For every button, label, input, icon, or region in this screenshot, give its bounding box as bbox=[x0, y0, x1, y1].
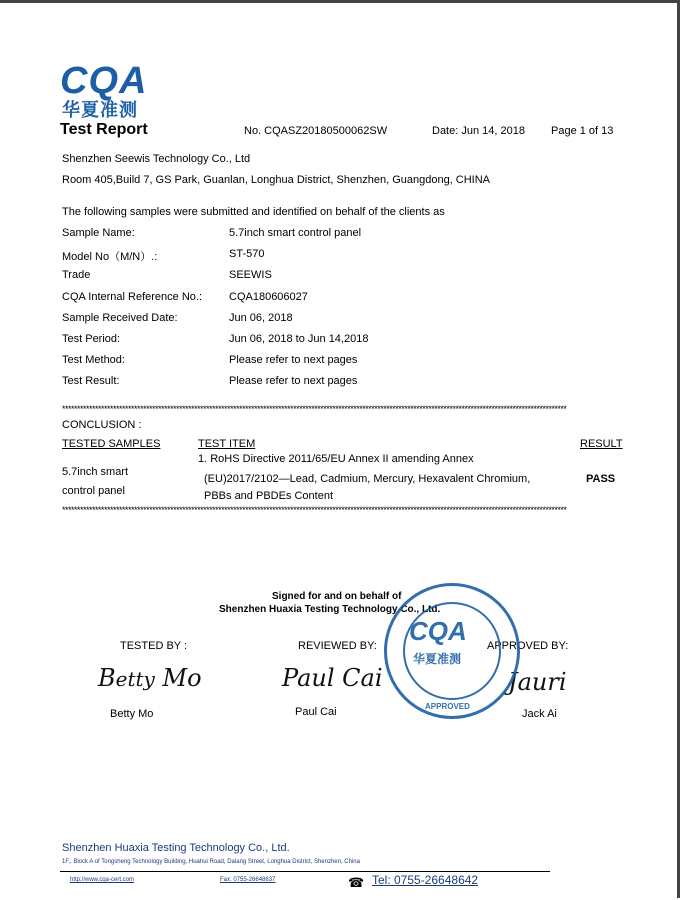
footer-company: Shenzhen Huaxia Testing Technology Co., Ltd. bbox=[62, 842, 290, 854]
field-label: Test Period: bbox=[62, 333, 121, 345]
footer-telephone: Tel: 0755-26648642 bbox=[372, 873, 479, 887]
intro-text: The following samples were submitted and identified on behalf of the clients as bbox=[62, 206, 445, 218]
reviewer-name: Paul Cai bbox=[295, 706, 337, 718]
test-item-line: (EU)2017/2102—Lead, Cadmium, Mercury, Hexavalent Chromium, bbox=[204, 473, 531, 485]
page-number: Page 1 of 13 bbox=[551, 125, 614, 137]
report-date: Date: Jun 14, 2018 bbox=[432, 125, 525, 137]
sample-name-line: control panel bbox=[62, 485, 125, 497]
field-value: Jun 06, 2018 to Jun 14,2018 bbox=[229, 333, 369, 345]
field-label: Test Result: bbox=[62, 375, 120, 387]
signed-on-behalf: Signed for and on behalf of bbox=[272, 591, 402, 602]
field-label: Trade bbox=[62, 269, 91, 281]
field-value: CQA180606027 bbox=[229, 291, 308, 303]
field-value: ST-570 bbox=[229, 248, 265, 260]
seal-approved: APPROVED bbox=[425, 702, 470, 711]
seal-chinese: 华夏准测 bbox=[413, 652, 462, 666]
separator-stars: ************************************************************************************************************************************************************************ bbox=[62, 404, 567, 414]
tested-by-label: TESTED BY : bbox=[120, 640, 188, 652]
approver-name: Jack Ai bbox=[522, 708, 557, 720]
reviewer-signature: Paul Cai bbox=[282, 664, 383, 692]
sample-name-line: 5.7inch smart bbox=[62, 466, 129, 478]
seal-logo: CQA bbox=[409, 616, 467, 646]
footer-rule bbox=[60, 871, 550, 872]
footer-fax: Fax: 0755-26648637 bbox=[220, 877, 276, 883]
field-value: Please refer to next pages bbox=[229, 354, 358, 366]
column-header-samples: TESTED SAMPLES bbox=[62, 438, 161, 450]
telephone-icon: ☎ bbox=[348, 875, 365, 890]
reviewed-by-label: REVIEWED BY: bbox=[298, 640, 377, 652]
report-number: No. CQASZ20180500062SW bbox=[244, 125, 388, 137]
tester-signature: Betty Mo bbox=[98, 664, 202, 692]
company-seal bbox=[384, 583, 520, 719]
page-title: Test Report bbox=[60, 121, 148, 138]
approved-by-label: APPROVED BY: bbox=[487, 640, 569, 652]
field-value: SEEWIS bbox=[229, 269, 272, 281]
client-address: Room 405,Build 7, GS Park, Guanlan, Longhua District, Shenzhen, Guangdong, CHINA bbox=[62, 174, 491, 186]
test-item-line: 1. RoHS Directive 2011/65/EU Annex II amending Annex bbox=[198, 453, 474, 465]
field-value: Please refer to next pages bbox=[229, 375, 358, 387]
conclusion-heading: CONCLUSION : bbox=[62, 419, 142, 431]
column-header-item: TEST ITEM bbox=[198, 438, 256, 450]
signing-company: Shenzhen Huaxia Testing Technology Co., Ltd. bbox=[219, 604, 441, 615]
footer-address: 1F., Block A of Tongsheng Technology Building, Huahui Road, Dalang Street, Longhua District, Shenzhen, China bbox=[62, 859, 360, 865]
footer-website[interactable]: http://www.cqa-cert.com bbox=[70, 877, 135, 883]
column-header-result: RESULT bbox=[580, 438, 623, 450]
field-value: Jun 06, 2018 bbox=[229, 312, 293, 324]
result-pass: PASS bbox=[586, 473, 616, 485]
field-label: Sample Name: bbox=[62, 227, 135, 239]
field-label: CQA Internal Reference No.: bbox=[62, 291, 203, 303]
cqa-logo-chinese: 华夏准测 bbox=[62, 100, 138, 120]
tester-name: Betty Mo bbox=[110, 708, 154, 720]
cqa-logo: CQA bbox=[60, 60, 148, 102]
field-value: 5.7inch smart control panel bbox=[229, 227, 362, 239]
field-label: Test Method: bbox=[62, 354, 125, 366]
client-name: Shenzhen Seewis Technology Co., Ltd bbox=[62, 153, 251, 165]
approver-signature: Jauri bbox=[508, 668, 567, 696]
test-item-line: PBBs and PBDEs Content bbox=[204, 490, 334, 502]
field-label: Model No（M/N）.: bbox=[62, 251, 158, 263]
field-label: Sample Received Date: bbox=[62, 312, 178, 324]
separator-stars: ************************************************************************************************************************************************************************ bbox=[62, 505, 567, 515]
